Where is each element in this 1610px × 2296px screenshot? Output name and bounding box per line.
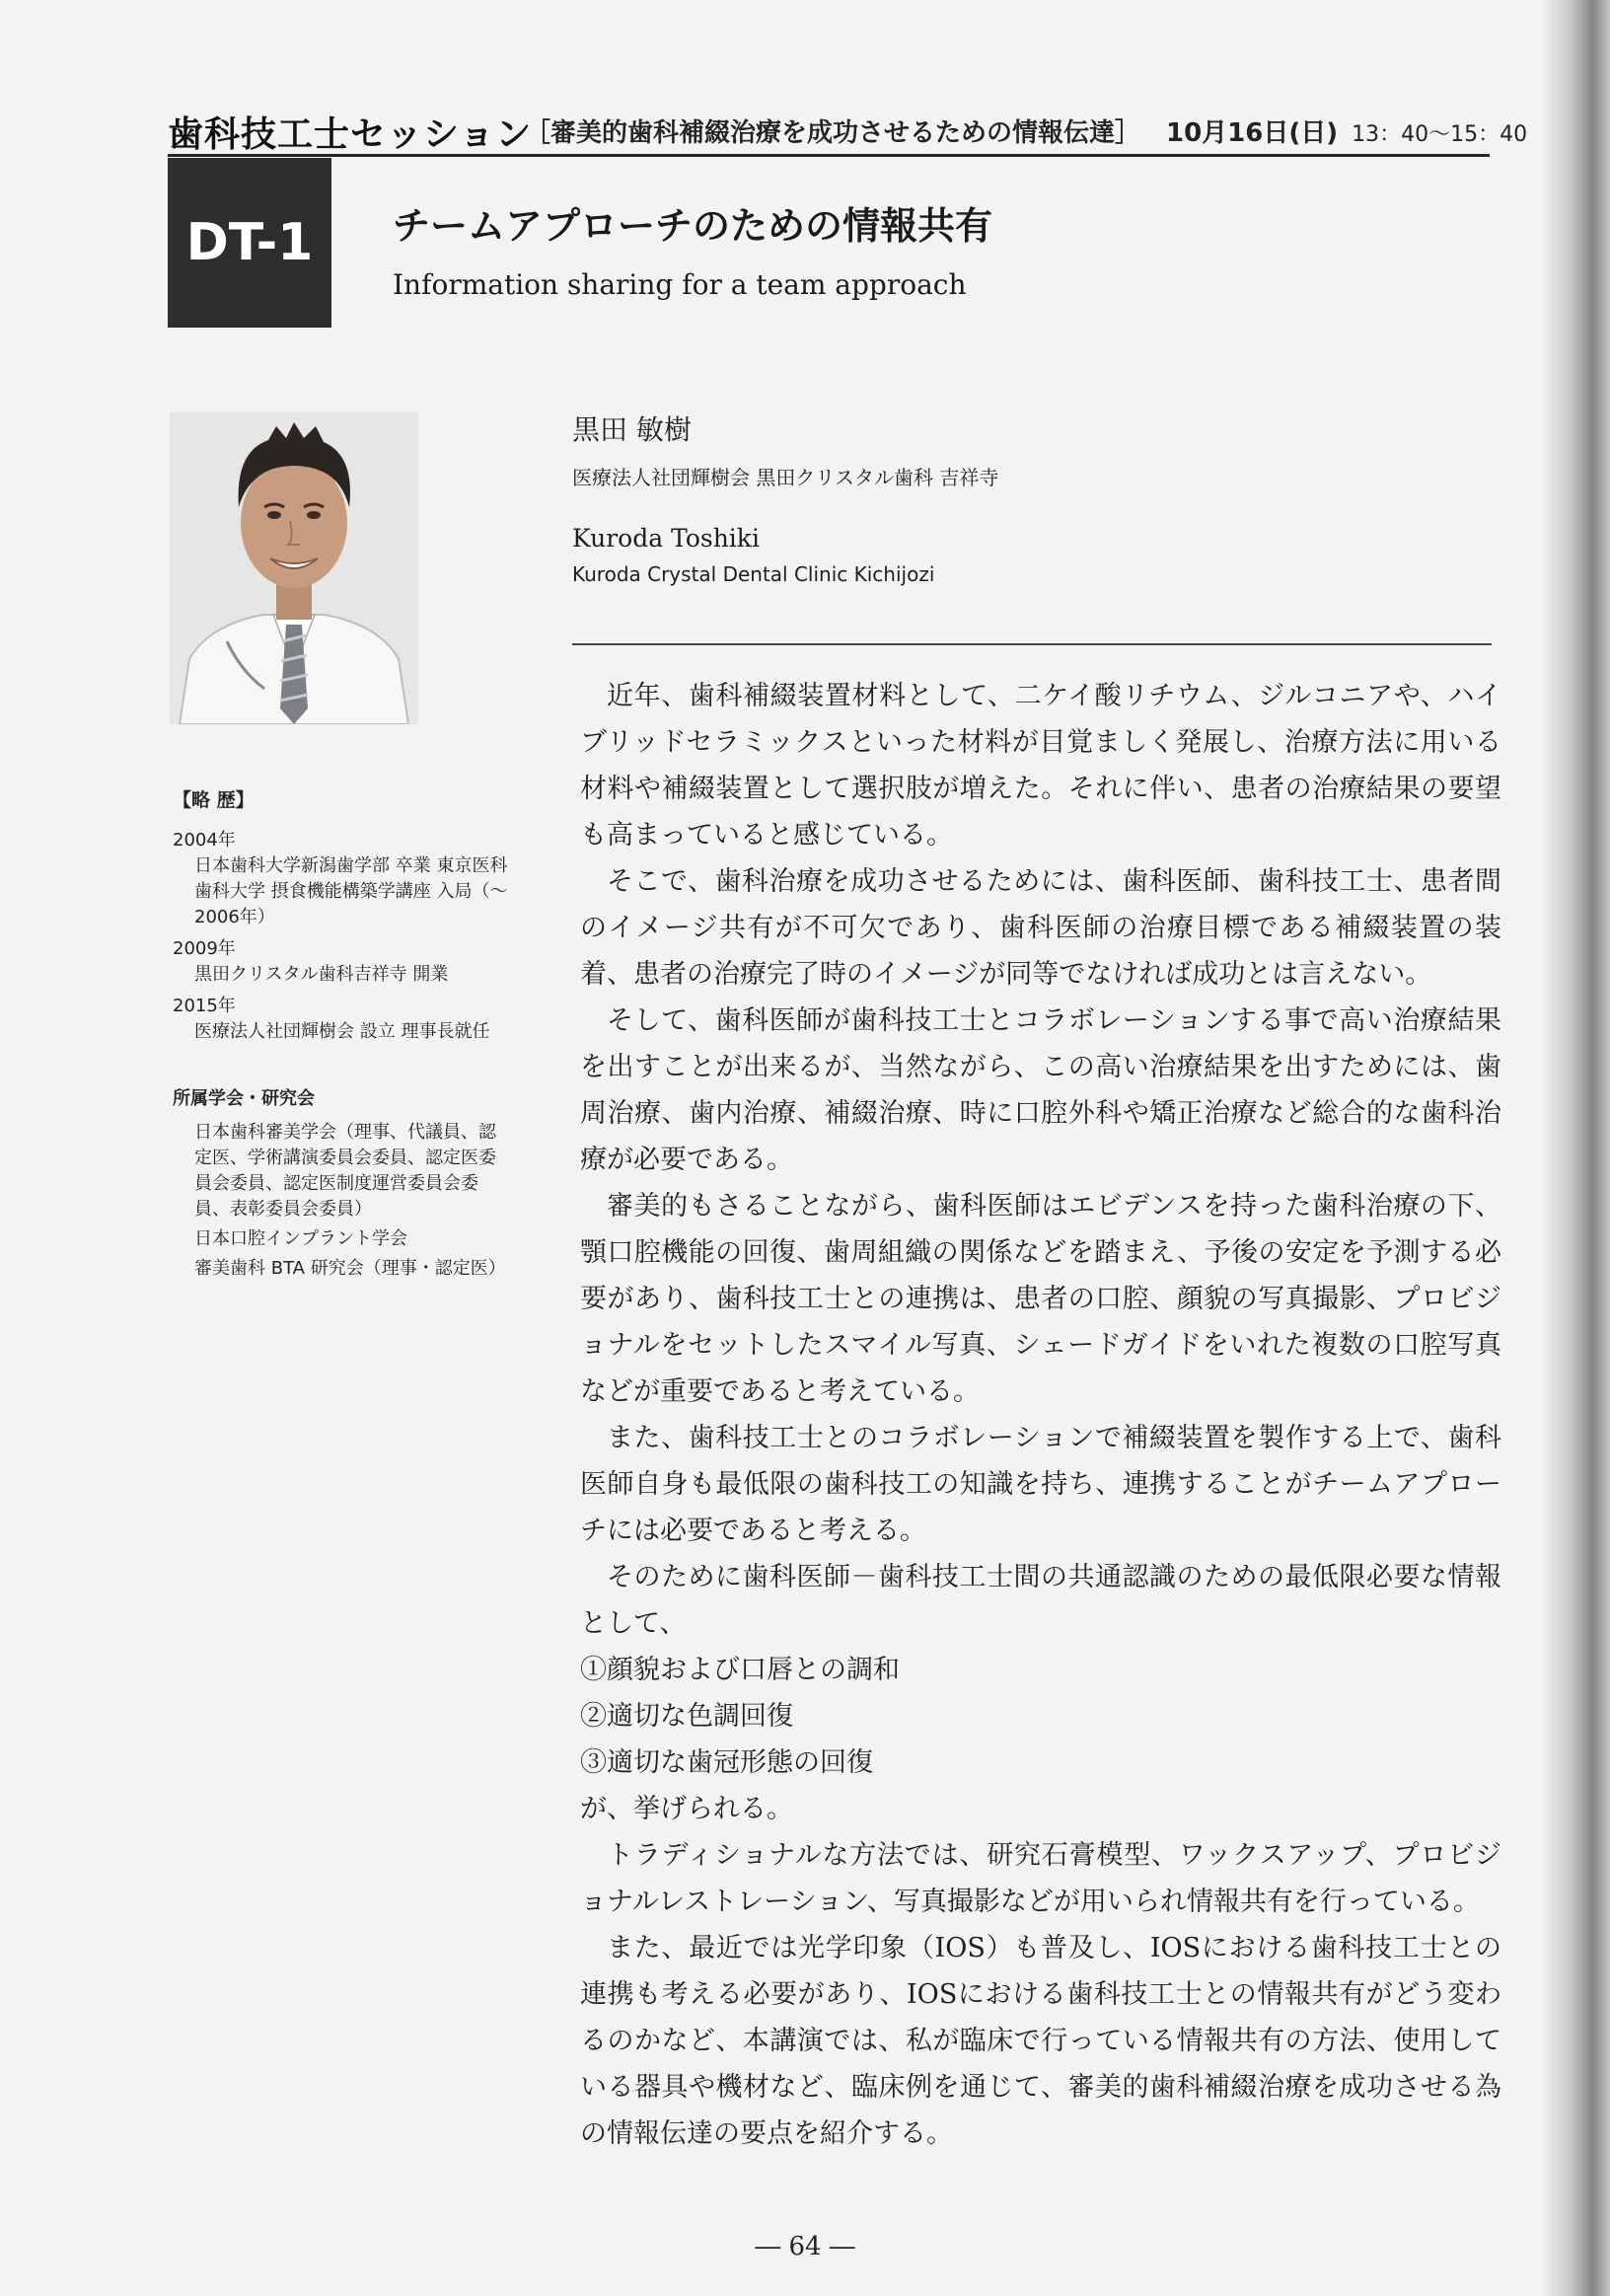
session-code-badge: DT-1 <box>168 158 331 328</box>
society-item: 日本歯科審美学会（理事、代議員、認定医、学術講演委員会委員、認定医委員会委員、認定医制度運営委員会委員、表彰委員会委員） <box>194 1122 496 1220</box>
session-datetime <box>1166 112 1527 149</box>
list-conclusion: が、挙げられる。 <box>580 1794 793 1824</box>
history-description: 日本歯科大学新潟歯学部 卒業 東京医科歯科大学 摂食機能構築学講座 入局（～2006年） <box>194 855 508 927</box>
history-description: 医療法人社団輝樹会 設立 理事長就任 <box>194 1021 490 1042</box>
society-item: 審美歯科 BTA 研究会（理事・認定医） <box>194 1258 506 1279</box>
abstract-paragraph: そこで、歯科治療を成功させるためには、歯科医師、歯科技工士、患者間のイメージ共有が不可欠であり、歯科医師の治療目標である補綴装置の装着、患者の治療完了時のイメージが同等でなければ成功とは言えない。 <box>580 866 1501 990</box>
author-affiliation-en: Kuroda Crystal Dental Clinic Kichijozi <box>572 562 935 586</box>
session-subtitle: ［審美的歯科補綴治療を成功させるための情報伝達］ <box>525 118 1141 148</box>
lecture-title-ja: チームアプローチのための情報共有 <box>393 203 993 248</box>
author-name-ja: 黒田 敏樹 <box>572 413 692 446</box>
scan-edge-shadow <box>1541 0 1610 2296</box>
abstract-body <box>580 673 1501 2157</box>
history-heading: 【略 歴】 <box>173 789 255 811</box>
abstract-paragraph: 審美的もさることながら、歯科医師はエビデンスを持った歯科治療の下、顎口腔機能の回復、歯周組織の関係などを踏まえ、予後の安定を予測する必要があり、歯科技工士との連携は、患者の口腔、顔貌の写真撮影、プロビジョナルをセットしたスマイル写真、シェードガイドをいれた複数の口腔写真などが重要であると考えている。 <box>580 1191 1501 1407</box>
abstract-paragraph: そして、歯科医師が歯科技工士とコラボレーションする事で高い治療結果を出すことが出来るが、当然ながら、この高い治療結果を出すためには、歯周治療、歯内治療、補綴治療、時に口腔外科や矯正治療など総合的な歯科治療が必要である。 <box>580 1005 1501 1175</box>
societies-heading: 所属学会・研究会 <box>173 1088 315 1109</box>
session-header <box>168 107 1528 157</box>
history-description: 黒田クリスタル歯科吉祥寺 開業 <box>194 964 449 985</box>
author-block <box>572 408 998 586</box>
author-affiliation-ja: 医療法人社団輝樹会 黒田クリスタル歯科 吉祥寺 <box>572 466 999 489</box>
session-date: 10月16日(日) <box>1166 118 1339 148</box>
author-name-en: Kuroda Toshiki <box>572 524 760 553</box>
session-title: 歯科技工士セッション <box>168 114 533 155</box>
info-list-item: ①顔貌および口唇との調和 <box>580 1655 900 1685</box>
info-list-item: ③適切な歯冠形態の回復 <box>580 1747 873 1778</box>
abstract-paragraph: そのために歯科医師－歯科技工士間の共通認識のための最低限必要な情報として、 <box>580 1562 1501 1639</box>
speaker-profile-sidebar <box>173 785 508 1286</box>
history-year: 2004年 <box>173 830 236 851</box>
society-item: 日本口腔インプラント学会 <box>194 1228 407 1249</box>
abstract-paragraph: 近年、歯科補綴装置材料として、二ケイ酸リチウム、ジルコニアや、ハイブリッドセラミックスといった材料が目覚ましく発展し、治療方法に用いる材料や補綴装置として選択肢が増えた。それに伴い、患者の治療結果の要望も高まっていると感じている。 <box>580 681 1501 851</box>
page-number: ― 64 ― <box>755 2232 855 2261</box>
session-time: 13：40～15：40 <box>1352 122 1528 147</box>
abstract-paragraph: トラディショナルな方法では、研究石膏模型、ワックスアップ、プロビジョナルレストレーション、写真撮影などが用いられ情報共有を行っている。 <box>580 1840 1501 1917</box>
lecture-title-en: Information sharing for a team approach <box>393 268 967 301</box>
history-year: 2009年 <box>173 938 236 959</box>
info-list-item: ②適切な色調回復 <box>580 1701 793 1732</box>
history-year: 2015年 <box>173 996 236 1016</box>
speaker-photo <box>170 412 418 724</box>
speaker-photo-illustration <box>170 412 418 724</box>
abstract-paragraph: また、歯科技工士とのコラボレーションで補綴装置を製作する上で、歯科医師自身も最低限の歯科技工の知識を持ち、連携することがチームアプローチには必要であると考える。 <box>580 1423 1501 1546</box>
section-divider <box>572 643 1492 645</box>
abstract-paragraph: また、最近では光学印象（IOS）も普及し、IOSにおける歯科技工士との連携も考える必要があり、IOSにおける歯科技工士との情報共有がどう変わるのかなど、本講演では、私が臨床で行っている情報共有の方法、使用している器具や機材など、臨床例を通じて、審美的歯科補綴治療を成功させる為の情報伝達の要点を紹介する。 <box>580 1933 1501 2149</box>
